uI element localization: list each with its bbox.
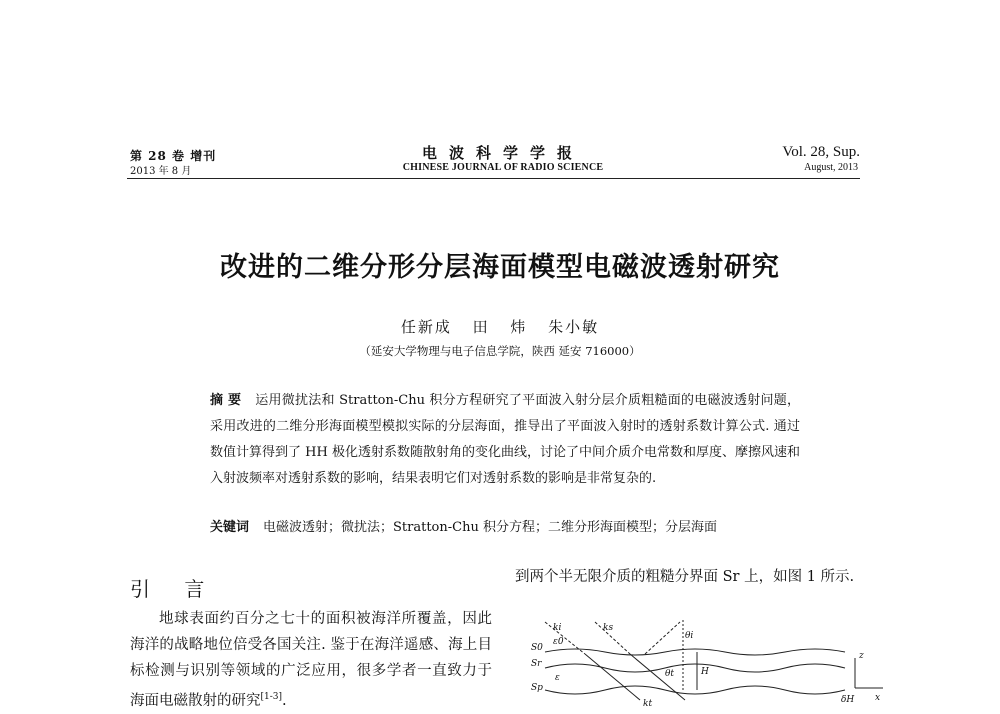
label-e: ε — [555, 673, 560, 683]
abstract-text: 运用微扰法和 Stratton-Chu 积分方程研究了平面波入射分层介质粗糙面的电磁波透射问题，采用改进的二维分形海面模型模拟实际的分层海面，推导出了平面波入射时的透射系数计算公式. 通过数值计算得到了 HH 极化透射系数随散射角的变化曲线，讨论了中间介质介电常数和厚度、摩擦风速和入射波频率对透射系数的影响，结果表明它们对透射系数的影响是非常复杂的. — [210, 393, 801, 486]
intro-paragraph: 地球表面约百分之七十的面积被海洋所覆盖，因此海洋的战略地位倍受各国关注. 鉴于在海洋遥感、海上目标检测与识别等领域的广泛应用，很多学者一直致力于海面电磁散射的研究 — [130, 611, 492, 709]
abstract-label: 摘 要 — [210, 393, 242, 408]
header-rule — [127, 178, 860, 179]
surface-s0 — [545, 649, 845, 655]
label-h: H — [701, 667, 709, 677]
reflected-ray — [645, 622, 680, 654]
journal-name-en: CHINESE JOURNAL OF RADIO SCIENCE — [402, 162, 604, 173]
transmitted-ray-1 — [585, 654, 640, 700]
label-ki: ki — [553, 623, 562, 633]
label-z: z — [859, 651, 864, 661]
intro-column-left — [130, 606, 492, 714]
journal-date-en: August, 2013 — [804, 162, 858, 173]
label-sp: Sp — [531, 683, 543, 693]
article-affiliation: （延安大学物理与电子信息学院，陕西 延安 716000） — [359, 344, 641, 358]
label-theta-t: θt — [665, 669, 675, 679]
journal-date: 2013 年 8 月 — [130, 166, 192, 177]
keywords-label: 关键词 — [210, 520, 250, 535]
label-kt: kt — [643, 699, 653, 709]
label-dh: δH — [841, 695, 855, 705]
label-e0: ε0 — [553, 637, 564, 647]
surface-sp — [545, 686, 845, 694]
citation: [1-3] — [260, 692, 283, 702]
keywords-text: 电磁波透射；微扰法；Stratton-Chu 积分方程；二维分形海面模型；分层海面 — [263, 520, 717, 535]
label-x: x — [875, 693, 881, 703]
intro-column-right — [515, 564, 875, 590]
article-authors: 任新成 田 炜 朱小敏 — [400, 318, 600, 336]
journal-volume: 第 28 卷 增刊 — [130, 149, 217, 163]
label-ks: ks — [603, 623, 614, 633]
right-paragraph: 到两个半无限介质的粗糙分界面 Sr 上，如图 1 所示. — [515, 569, 855, 585]
intro-paragraph-end: . — [282, 692, 287, 709]
section-title-intro: 引 言 — [130, 577, 219, 601]
figure-1-diagram — [525, 620, 885, 710]
surface-sr — [545, 664, 845, 672]
journal-volume-en: Vol. 28, Sup. — [782, 144, 860, 160]
label-sr: Sr — [531, 659, 542, 669]
journal-name-cn: 电波科学学报 — [421, 144, 584, 162]
transmitted-ray-2 — [630, 654, 685, 700]
label-theta: θi — [685, 631, 694, 641]
abstract — [210, 388, 800, 492]
label-s0: S0 — [531, 643, 543, 653]
keywords — [210, 516, 810, 535]
article-title: 改进的二维分形分层海面模型电磁波透射研究 — [220, 252, 780, 283]
